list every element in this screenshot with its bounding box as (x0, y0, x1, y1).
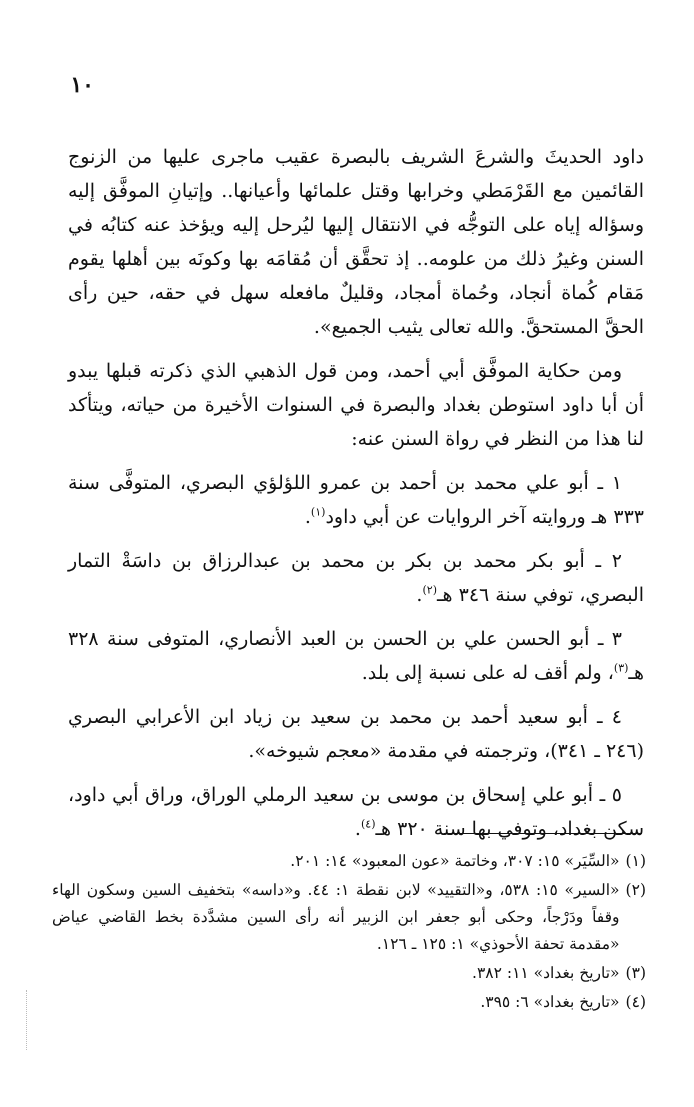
narrator-item-4 (68, 700, 644, 768)
narrator-tail: . (354, 818, 361, 840)
scan-edge-mark (26, 990, 27, 1050)
footnote-4 (52, 989, 646, 1016)
page-number: ١٠ (70, 72, 94, 98)
narrator-text: ٣ ـ أبو الحسن علي بن الحسن بن العبد الأنصاري، المتوفى سنة ٣٢٨ هـ (68, 628, 644, 684)
narrator-text: ٤ ـ أبو سعيد أحمد بن محمد بن سعيد بن زياد ابن الأعرابي البصري (٢٤٦ ـ ٣٤١)، وترجمته في مقدمة «معجم شيوخه». (68, 706, 644, 762)
footnote-ref: (٢) (422, 583, 437, 597)
paragraph-quote-continuation: داود الحديثَ والشرعَ الشريف بالبصرة عقيب ماجرى عليها من الزنوج القائمين مع القَرْمَطي وخرابها وقتل علمائها وأعيانها.. وإتيانِ الموفَّق إليه وسؤاله إياه على التوجُّه في الانتقال إليها ليُرحل إليه ويؤخذ عنه كتابُه في السنن وغيرُ ذلك من علومه.. إذ تحقَّق أن مُقامَه بها وكونَه بين أهلها يقوم مَقام كُماة أنجاد، وحُماة أمجاد، وقليلٌ مافعله سهل في حقه، حين رأى الحقَّ المستحقَّ. والله تعالى يثيب الجميع». (68, 146, 644, 338)
footnote-label: (١) (625, 852, 646, 870)
narrator-tail: . (416, 584, 423, 606)
footnote-1 (52, 848, 646, 875)
footnote-text: «السير» ١٥: ٥٣٨، و«التقييد» لابن نقطة ١: ٤٤. و«داسه» بتخفيف السين وسكون الهاء وقفاً ودَرْجاً، وحكى أبو جعفر ابن الزبير أنه رأى السين مشدَّدة بخط القاضي عياض «مقدمة تحفة الأحوذي» ١: ١٢٥ ـ ١٢٦. (52, 881, 620, 953)
footnote-label: (٢) (625, 881, 646, 899)
footnote-label: (٣) (625, 964, 646, 982)
footnote-2 (52, 877, 646, 958)
footnote-3 (52, 960, 646, 987)
narrator-item-3 (68, 622, 644, 690)
footnote-ref: (٤) (360, 817, 376, 831)
narrator-text: ٥ ـ أبو علي إسحاق بن موسى بن سعيد الرملي الوراق، وراق أبي داود، سكن بغداد، وتوفي بها سنة ٣٢٠ هـ (68, 784, 644, 840)
main-text (68, 140, 644, 856)
footnotes (52, 848, 646, 1018)
narrator-item-1 (68, 466, 644, 534)
narrator-tail: . (304, 506, 311, 528)
footnote-text: «تاريخ بغداد» ١١: ٣٨٢. (472, 964, 620, 982)
narrator-text: ١ ـ أبو علي محمد بن أحمد بن عمرو اللؤلؤي البصري، المتوفَّى سنة ٣٣٣ هـ وروايته آخر الروايات عن أبي داود (68, 472, 644, 528)
footnote-text: «تاريخ بغداد» ٦: ٣٩٥. (480, 993, 620, 1011)
narrator-item-2 (68, 544, 644, 612)
narrator-tail: ، ولم أقف له على نسبة إلى بلد. (361, 662, 614, 684)
footnote-ref: (٣) (613, 661, 629, 675)
footnote-text: «السِّيَر» ١٥: ٣٠٧، وخاتمة «عون المعبود» ١٤: ٢٠١. (290, 852, 620, 870)
footnote-label: (٤) (625, 993, 646, 1011)
narrator-text: ٢ ـ أبو بكر محمد بن بكر بن محمد بن عبدالرزاق بن داسَةْ التمار البصري، توفي سنة ٣٤٦ هـ (68, 550, 644, 606)
footnote-divider (444, 833, 642, 834)
narrator-item-5 (68, 778, 644, 846)
paragraph-narrators-intro: ومن حكاية الموفَّق أبي أحمد، ومن قول الذهبي الذي ذكرته قبلها يبدو أن أبا داود استوطن بغداد والبصرة في السنوات الأخيرة من حياته، ويتأكد لنا هذا من النظر في رواة السنن عنه: (68, 360, 644, 450)
footnote-ref: (١) (310, 505, 326, 519)
